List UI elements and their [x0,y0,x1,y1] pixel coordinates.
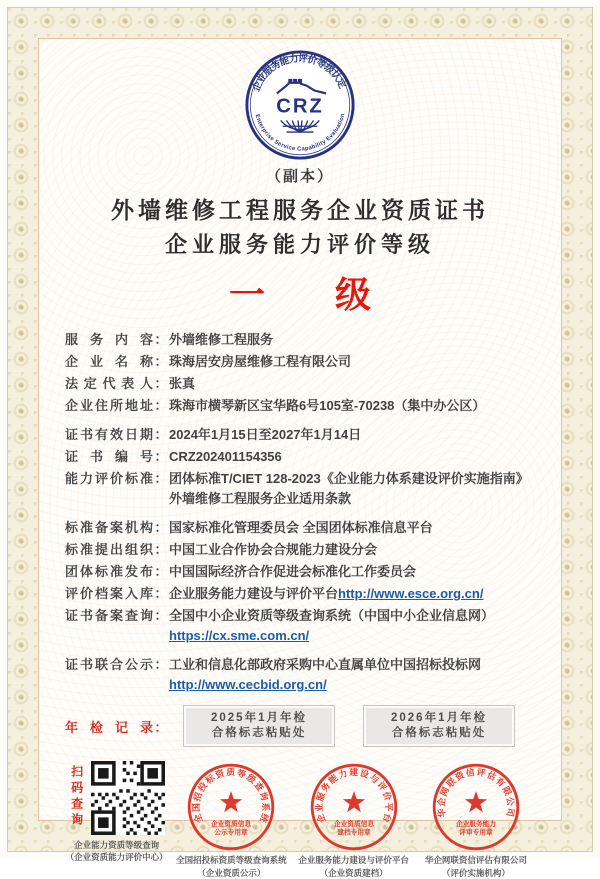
svg-text:企业资质信息: 企业资质信息 [211,821,252,829]
field-label: 企业名称 [65,354,153,369]
field-label: 企业住所地址 [65,398,153,413]
field-valid-dates: 证书有效日期 ： 2024年1月15日至2027年1月14日 [65,425,535,445]
field-group-standard-publisher: 团体标准发布 ： 中国国际经济合作促进会标准化工作委员会 [65,562,535,582]
field-label: 服务内容 [65,332,153,347]
field-label: 标准备案机构 [65,520,153,535]
field-legal-representative: 法定代表人 ： 张真 [65,374,535,394]
seal-service-capability-platform [292,761,414,879]
field-certificate-filing-query: 证书备案查询 ： 全国中小企业资质等级查询系统（中国中小企业信息网） https://cx.sme.com.cn/ [65,606,535,646]
qr-caption-line1: 企业能力资质等级查询 [74,840,160,850]
annual-inspection-label: 年检记录 [65,719,153,735]
field-value: 中国工业合作协会合规能力建设分会 [169,542,378,557]
seal-caption-line1: 华企网联资信评估有限公司 [424,855,527,865]
bottom-strip [63,761,537,879]
field-value: 外墙维修工程服务 [169,332,274,347]
seal-ring-text: 全国招投标资质等级查询系统 [191,767,272,825]
crz-emblem-seal [61,49,539,161]
field-label: 证书备案查询 [65,608,153,623]
svg-text:企业服务能力: 企业服务能力 [455,821,496,829]
certificate-title: 外墙维修工程服务企业资质证书 [111,197,489,223]
field-value: 张真 [169,376,196,391]
seal-ring-text: 华企网联资信评估有限公司 [435,766,516,819]
certificate-fields [61,330,539,695]
scan-query-label: 扫码查询 [69,765,84,829]
field-value [169,655,535,695]
field-value-text: 企业服务能力建设与评价平台 [169,586,339,601]
seal-national-bidding [170,761,292,879]
cecbid-link[interactable]: http://www.cecbid.org.cn/ [169,677,327,692]
field-joint-publicity: 证书联合公示 ： 工业和信息化部政府采购中心直属单位中国招标投标网 http://www.cecbid.org.cn/ [65,655,535,695]
field-value: 珠海居安房屋维修工程有限公司 [169,354,352,369]
field-standard-filing-agency: 标准备案机构 ： 国家标准化管理委员会 全国团体标准信息平台 [65,518,535,538]
crz-emblem-icon [244,49,356,161]
field-value: CRZ202401154356 [169,449,282,464]
seal-caption-line2: （企业资质建档） [319,868,388,878]
certificate-body [38,38,562,878]
svg-text:评审专用章: 评审专用章 [459,829,493,837]
field-value [169,584,535,604]
seal-caption-line1: 全国招投标资质等级查询系统 [176,855,287,865]
emblem-monogram: CRZ [276,95,324,118]
emblem-ring-text-cn: 企业服务能力评价等级认定 [250,53,349,94]
seal-evaluation-agency [415,761,537,879]
seal-caption-line1: 企业服务能力建设与评价平台 [298,855,409,865]
ornate-border [7,7,593,878]
sme-link[interactable]: https://cx.sme.com.cn/ [169,628,310,643]
esce-link[interactable]: http://www.esce.org.cn/ [338,586,484,601]
qr-block [63,761,170,863]
seal-caption-line2: （企业资质公示） [197,868,266,878]
qr-caption-line2: （企业资质能力评价中心） [65,852,168,862]
inspection-box-2025: 2025年1月年检 合格标志粘贴处 [183,705,335,747]
certificate-subtitle: 企业服务能力评价等级 [164,232,435,257]
seal-ring-text: 企业服务能力建设与评价平台 [313,767,394,825]
field-label: 证书编号 [65,449,153,464]
field-label: 证书有效日期 [65,427,153,442]
seal-caption-line2: （评价实施机构） [441,868,510,878]
field-evaluation-archive: 评价档案入库 ： 企业服务能力建设与评价平台http://www.esce.org.cn/ [65,584,535,604]
field-company-name: 企业名称 ： 珠海居安房屋维修工程有限公司 [65,352,535,372]
field-value-text: 全国中小企业资质等级查询系统（中国中小企业信息网） [169,608,495,623]
field-certificate-number: 证书编号 ： CRZ202401154356 [65,447,535,467]
field-label: 标准提出组织 [65,542,153,557]
field-label: 证书联合公示 [65,657,153,672]
field-value: 2024年1月15日至2027年1月14日 [169,427,362,442]
field-service-content: 服务内容 ： 外墙维修工程服务 [65,330,535,350]
svg-text:公示专用章: 公示专用章 [214,829,249,837]
annual-inspection-row: 年检记录 ： 2025年1月年检 合格标志粘贴处 2026年1月年检 合格标志粘贴处 [65,705,539,747]
field-label: 能力评价标准 [65,471,153,486]
qr-code [91,761,165,835]
field-evaluation-standard: 能力评价标准 ： 团体标准T/CIET 128-2023《企业能力体系建设评价实施指南》外墙维修工程服务企业适用条款 [65,469,535,509]
field-standard-proposing-org: 标准提出组织 ： 中国工业合作协会合规能力建设分会 [65,540,535,560]
emblem-ring-text-en: Enterprise Service Capability Evaluation [253,113,347,153]
field-label: 法定代表人 [65,376,153,391]
svg-text:建档专用章: 建档专用章 [336,829,371,837]
field-label: 评价档案入库 [65,586,153,601]
field-value: 中国国际经济合作促进会标准化工作委员会 [169,564,417,579]
field-company-address: 企业住所地址 ： 珠海市横琴新区宝华路6号105室-70238（集中办公区） [65,396,535,416]
grade-level: 一 级 [228,274,401,315]
red-seal-icon [430,761,522,853]
field-value: 团体标准T/CIET 128-2023《企业能力体系建设评价实施指南》外墙维修工程服务企业适用条款 [169,471,529,506]
field-label: 团体标准发布 [65,564,153,579]
inspection-box-2026: 2026年1月年检 合格标志粘贴处 [363,705,515,747]
copy-label: （副本） [265,168,334,185]
svg-text:企业资质信息: 企业资质信息 [333,821,374,829]
field-value: 珠海市横琴新区宝华路6号105室-70238（集中办公区） [169,398,486,413]
red-seal-icon [185,761,277,853]
field-value [169,606,535,646]
red-seal-icon [308,761,400,853]
field-value: 国家标准化管理委员会 全国团体标准信息平台 [169,520,433,535]
field-value-text: 工业和信息化部政府采购中心直属单位中国招标投标网 [169,657,482,672]
